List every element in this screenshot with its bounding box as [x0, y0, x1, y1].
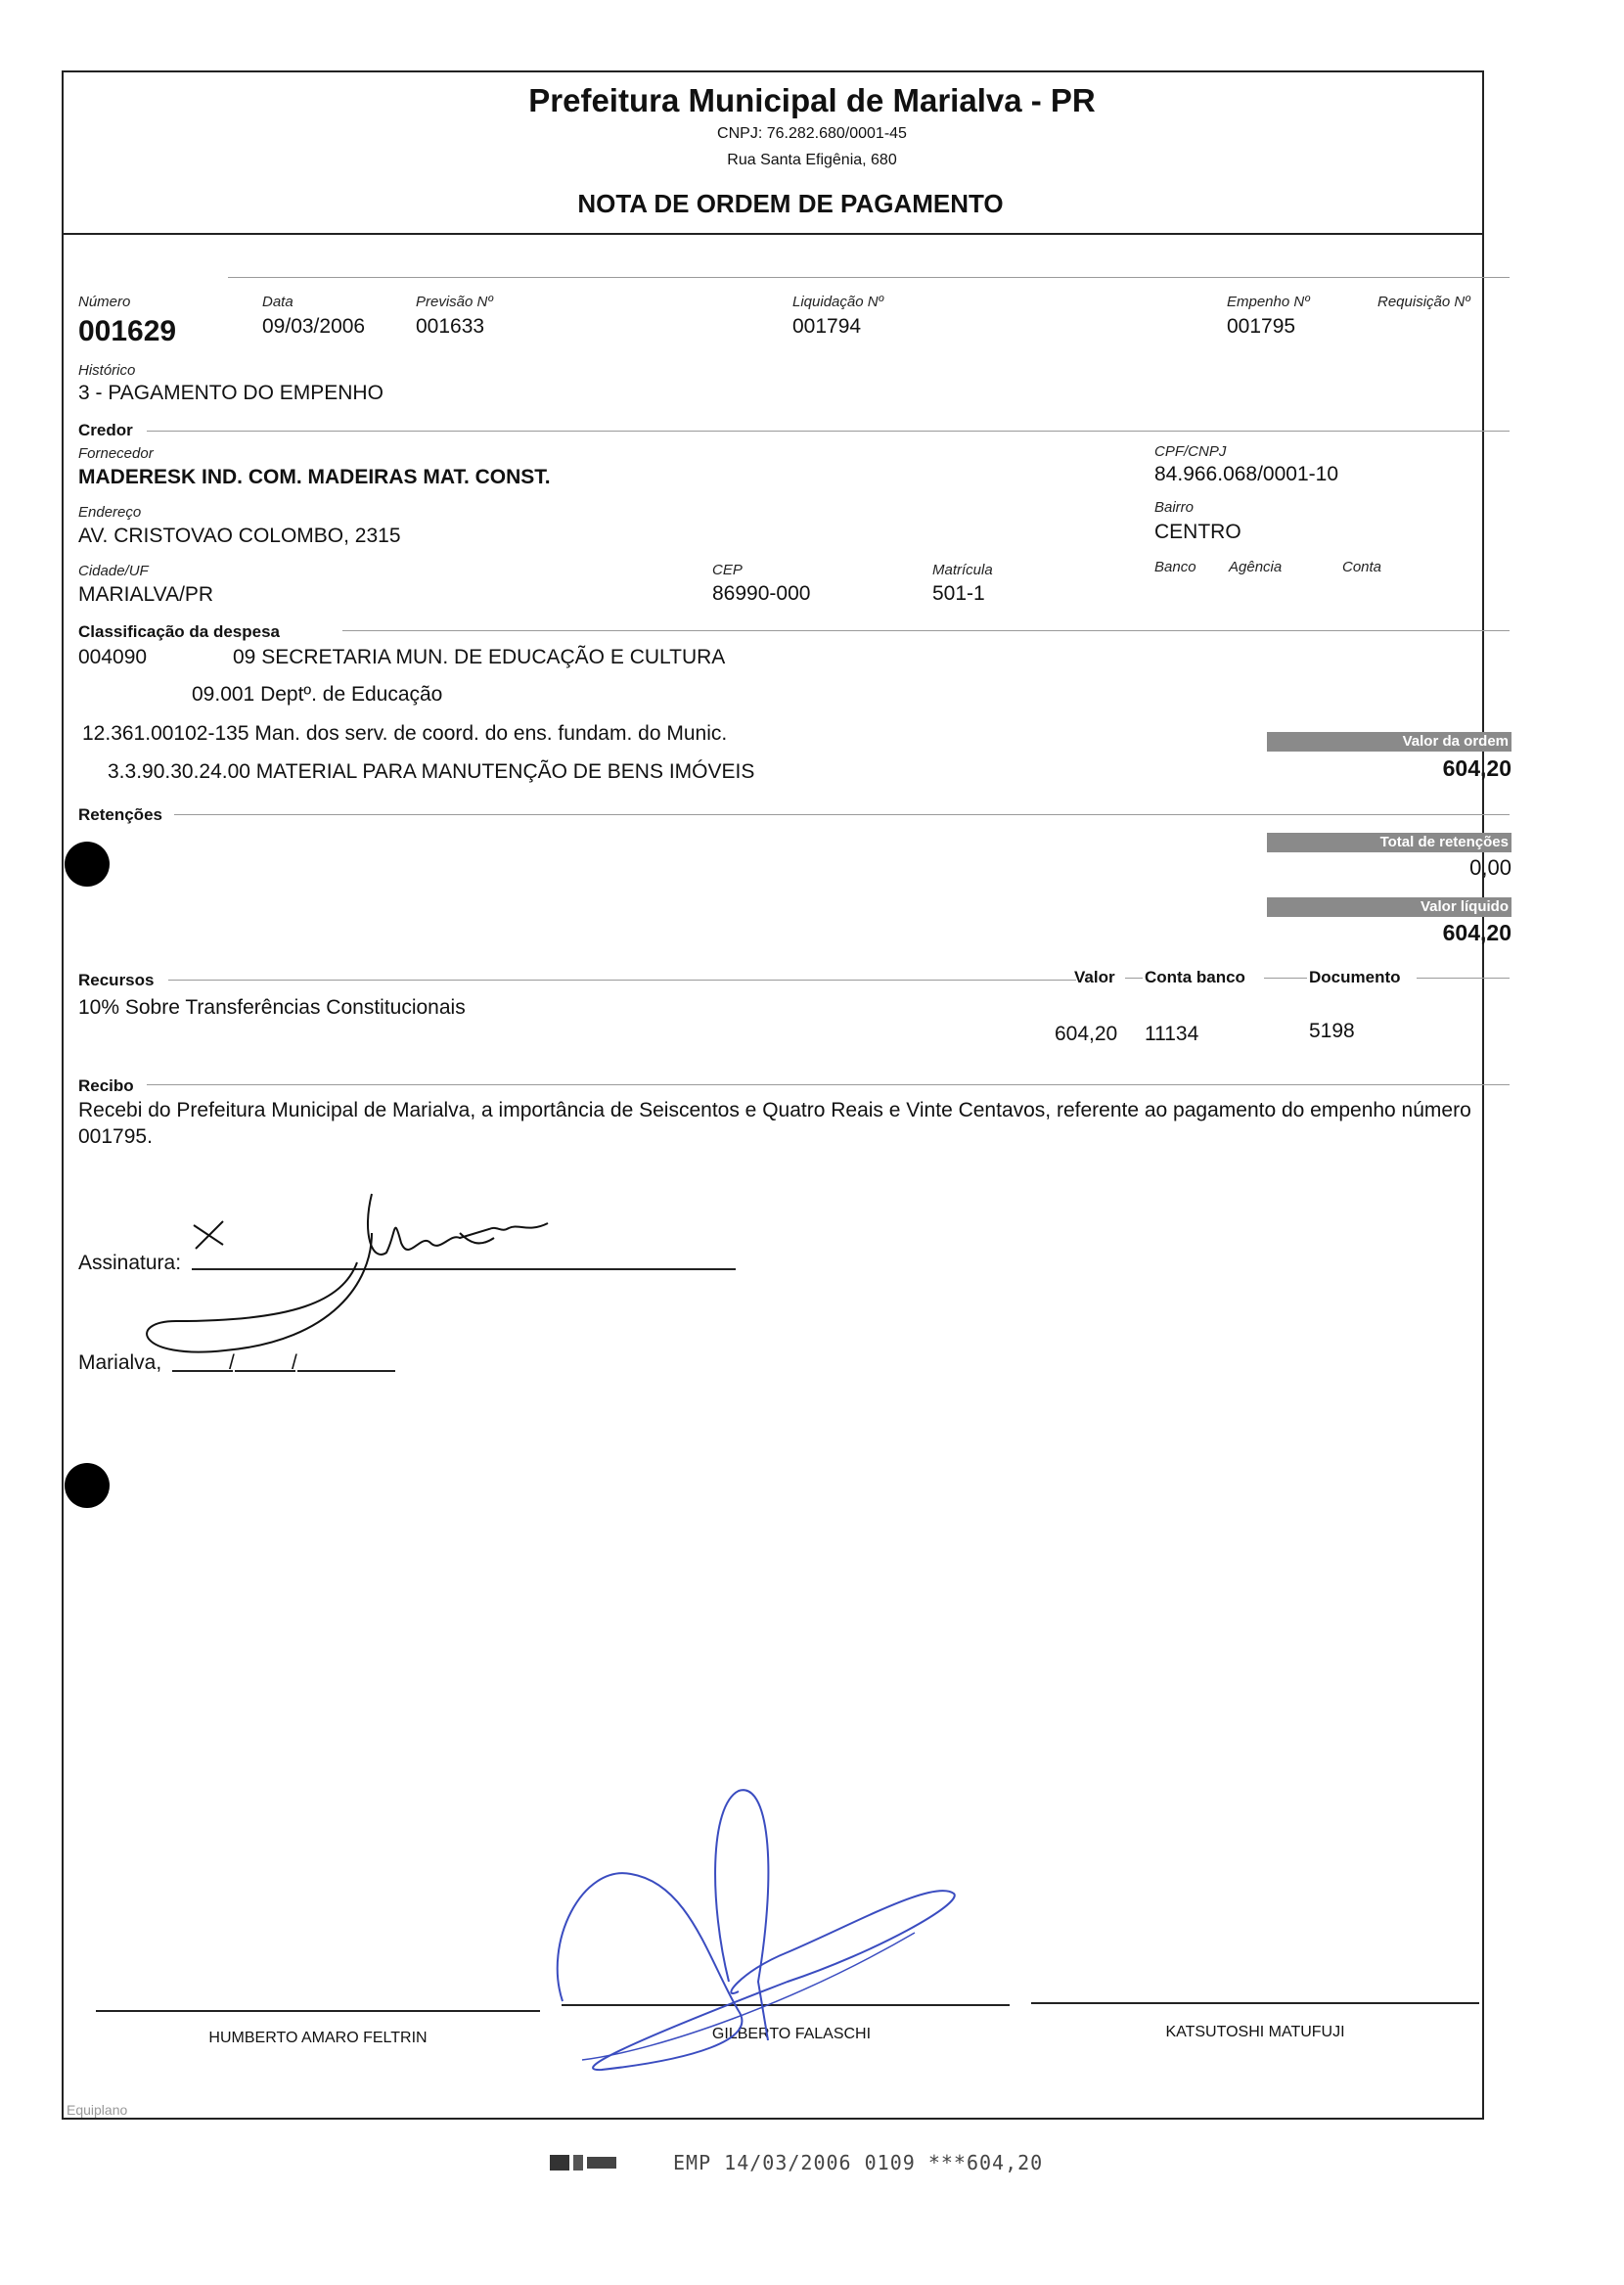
date-line-month — [235, 1370, 295, 1372]
recibo-text: Recebi do Prefeitura Municipal de Marialva, a importância de Seiscentos e Quatro Reais e Vinte Centavos, referente ao pagamento do empenho número 001795. — [78, 1099, 1471, 1149]
recursos-conta-label: Conta banco — [1145, 968, 1245, 986]
recursos-documento-label: Documento — [1309, 968, 1401, 986]
cep-value: 86990-000 — [712, 582, 811, 605]
signatory-line-1 — [96, 2010, 540, 2012]
classificacao-elemento: 3.3.90.30.24.00 MATERIAL PARA MANUTENÇÃO DE BENS IMÓVEIS — [108, 760, 755, 783]
signatory-name-3: KATSUTOSHI MATUFUJI — [1165, 2024, 1345, 2040]
data-label: Data — [262, 294, 293, 310]
classificacao-section-label: Classificação da despesa — [78, 622, 281, 641]
recursos-conta: 11134 — [1145, 1023, 1199, 1045]
assinatura-label: Assinatura: — [78, 1252, 182, 1274]
historico-value: 3 - PAGAMENTO DO EMPENHO — [78, 382, 383, 404]
valor-ordem-value: 604,20 — [1442, 755, 1511, 781]
matricula-label: Matrícula — [932, 562, 993, 578]
cidade-value: MARIALVA/PR — [78, 583, 214, 606]
numero-value: 001629 — [78, 315, 177, 347]
recursos-divider-2 — [1125, 978, 1143, 979]
credor-section-label: Credor — [78, 421, 133, 439]
bairro-label: Bairro — [1154, 499, 1195, 516]
signatory-name-1: HUMBERTO AMARO FELTRIN — [208, 2030, 428, 2046]
signatory-line-3 — [1031, 2002, 1479, 2004]
credor-divider — [147, 431, 1510, 432]
classificacao-orgao: 09 SECRETARIA MUN. DE EDUCAÇÃO E CULTURA — [233, 646, 726, 668]
cpf-value: 84.966.068/0001-10 — [1154, 463, 1339, 485]
fornecedor-value: MADERESK IND. COM. MADEIRAS MAT. CONST. — [78, 466, 551, 488]
punch-hole-bottom — [65, 1463, 110, 1508]
date-slash-2: / — [292, 1351, 297, 1374]
previsao-label: Previsão Nº — [416, 294, 493, 310]
document-title: NOTA DE ORDEM DE PAGAMENTO — [577, 189, 1004, 218]
stamp-icon — [548, 2151, 655, 2179]
date-line-day — [172, 1370, 233, 1372]
retencoes-section-label: Retenções — [78, 805, 162, 824]
empenho-value: 001795 — [1227, 315, 1296, 338]
stamp-text: EMP 14/03/2006 0109 ***604,20 — [673, 2151, 1044, 2174]
receipt-signature — [137, 1174, 587, 1360]
recibo-section-label: Recibo — [78, 1076, 134, 1095]
date-slash-1: / — [229, 1351, 235, 1374]
endereco-label: Endereço — [78, 504, 142, 521]
classificacao-programa: 12.361.00102-135 Man. dos serv. de coord. do ens. fundam. do Munic. — [82, 722, 728, 745]
recursos-documento: 5198 — [1309, 1020, 1355, 1042]
recursos-section-label: Recursos — [78, 971, 155, 989]
classificacao-divider — [342, 630, 1510, 631]
cidade-label: Cidade/UF — [78, 563, 149, 579]
retencoes-divider — [174, 814, 1510, 815]
signatory-name-2: GILBERTO FALASCHI — [711, 2026, 872, 2042]
punch-hole-top — [65, 842, 110, 887]
recursos-descricao: 10% Sobre Transferências Constitucionais — [78, 996, 466, 1019]
empenho-label: Empenho Nº — [1227, 294, 1310, 310]
endereco-value: AV. CRISTOVAO COLOMBO, 2315 — [78, 525, 401, 547]
recibo-divider — [147, 1084, 1510, 1085]
fornecedor-label: Fornecedor — [78, 445, 154, 462]
data-value: 09/03/2006 — [262, 315, 366, 338]
classificacao-unidade: 09.001 Deptº. de Educação — [192, 683, 443, 706]
total-retencoes-value: 0,00 — [1469, 855, 1511, 880]
recursos-divider-3 — [1264, 978, 1307, 979]
recursos-valor-label: Valor — [1074, 968, 1115, 986]
agencia-label: Agência — [1229, 559, 1283, 575]
liquidacao-label: Liquidação Nº — [792, 294, 884, 310]
numero-label: Número — [78, 294, 131, 310]
conta-label: Conta — [1342, 559, 1382, 575]
requisicao-label: Requisição Nº — [1377, 294, 1470, 310]
address-line: Rua Santa Efigênia, 680 — [727, 152, 897, 168]
bairro-value: CENTRO — [1154, 521, 1241, 543]
marialva-date-label: Marialva, — [78, 1351, 162, 1374]
valor-liquido-value: 604,20 — [1442, 920, 1511, 945]
cpf-label: CPF/CNPJ — [1154, 443, 1227, 460]
recursos-divider — [168, 980, 1076, 981]
classificacao-code: 004090 — [78, 646, 148, 668]
header-divider — [62, 233, 1484, 235]
recursos-divider-4 — [1417, 978, 1510, 979]
previsao-value: 001633 — [416, 315, 485, 338]
municipality-title: Prefeitura Municipal de Marialva - PR — [528, 82, 1096, 118]
liquidacao-value: 001794 — [792, 315, 862, 338]
order-divider — [228, 277, 1510, 278]
blue-pen-signature — [543, 1786, 973, 2079]
matricula-value: 501-1 — [932, 582, 985, 605]
valor-liquido-label: Valor líquido — [1267, 897, 1511, 917]
cnpj-line: CNPJ: 76.282.680/0001-45 — [717, 125, 907, 142]
date-line-year — [297, 1370, 395, 1372]
valor-ordem-label: Valor da ordem — [1267, 732, 1511, 752]
software-footer: Equiplano — [67, 2102, 128, 2118]
cep-label: CEP — [712, 562, 743, 578]
recursos-valor: 604,20 — [1055, 1023, 1118, 1045]
historico-label: Histórico — [78, 362, 136, 379]
total-retencoes-label: Total de retenções — [1267, 833, 1511, 852]
banco-label: Banco — [1154, 559, 1196, 575]
